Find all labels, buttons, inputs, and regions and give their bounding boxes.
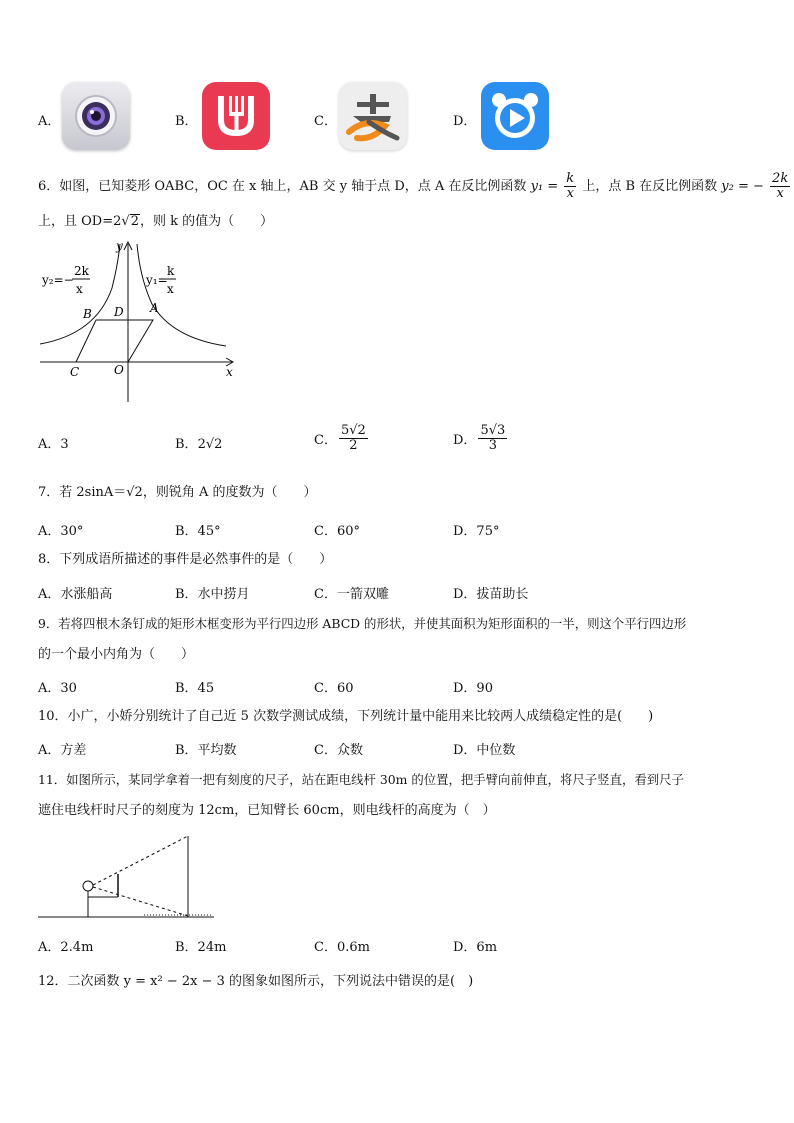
q6-point-b: B xyxy=(83,307,92,321)
q11-option-b: B．24m xyxy=(175,940,227,955)
q8-option-c: C．一箭双雕 xyxy=(314,587,389,602)
q6-point-d: D xyxy=(114,305,124,319)
q6-point-o: O xyxy=(114,363,124,377)
q5-option-c-label: C． xyxy=(314,114,337,129)
q6-y2-label-den: x xyxy=(76,282,83,296)
q5-option-a-label: A． xyxy=(38,114,61,129)
q11-option-c: C．0.6m xyxy=(314,940,370,955)
q6-y1-fraction xyxy=(564,172,576,201)
q6-axis-x-label: x xyxy=(226,365,233,379)
q11-stem-line1: 11．如图所示，某同学拿着一把有刻度的尺子，站在距电线杆 30m 的位置，把手臂向前伸直，将尺子竖直，看到尺子 xyxy=(38,772,684,787)
q6-y1-label: y₁= xyxy=(146,273,168,287)
q6-y2-label-num: 2k xyxy=(74,264,89,278)
q6-y1-label-num: k xyxy=(167,264,175,278)
camera-app-icon xyxy=(62,82,130,150)
q11-option-d: D．6m xyxy=(453,940,498,955)
q6-sqrt: √2 xyxy=(121,214,139,229)
q6-y2-numerator: 2k xyxy=(772,171,789,186)
q6-y2: y₂ = − xyxy=(721,179,764,194)
q6-stem-text2b: ，则 k 的值为（ ） xyxy=(139,214,274,229)
q6-rhombus xyxy=(76,320,153,362)
q6-stem-line1 xyxy=(38,172,792,201)
q10-option-c: C．众数 xyxy=(314,743,363,758)
q11-eye-icon xyxy=(83,881,93,891)
q6-y1-numerator: k xyxy=(566,171,575,186)
q7-option-a: A．30° xyxy=(38,524,84,539)
q6-stem-text1: 6．如图，已知菱形 OABC，OC 在 x 轴上，AB 交 y 轴于点 D，点 A 在反比例函数 xyxy=(38,179,527,194)
q9-stem-line1: 9．若将四根木条钉成的矩形木框变形为平行四边形 ABCD 的形状，并使其面积为矩形面积的一半，则这个平行四边形 xyxy=(38,616,687,631)
q6-y1-label-den: x xyxy=(167,282,174,296)
q6-y2-denominator: x xyxy=(776,186,784,201)
q6-point-c: C xyxy=(70,365,80,379)
q6-y2-label: y₂=− xyxy=(42,273,74,287)
q12-stem: 12．二次函数 y = x² − 2x − 3 的图象如图所示，下列说法中错误的是( ) xyxy=(38,974,474,989)
q8-option-b: B．水中捞月 xyxy=(175,587,250,602)
q11-figure xyxy=(36,830,220,922)
q6-stem-mid: 上，点 B 在反比例函数 xyxy=(582,179,718,194)
q9-option-a: A．30 xyxy=(38,681,77,696)
q7-option-d: D．75° xyxy=(453,524,500,539)
q6-y1-denominator: x xyxy=(566,186,574,201)
q6-y1: y₁ = xyxy=(530,179,559,194)
q10-option-b: B．平均数 xyxy=(175,743,237,758)
q9-option-b: B．45 xyxy=(175,681,215,696)
video-play-app-icon xyxy=(481,82,549,150)
q6-option-b: B．2√2 xyxy=(175,437,223,452)
q10-option-d: D．中位数 xyxy=(453,743,516,758)
q8-option-a: A．水涨船高 xyxy=(38,587,113,602)
q6-stem-text2a: 上，且 OD=2 xyxy=(38,214,122,229)
q11-sightline-top xyxy=(93,836,188,885)
q7-stem: 7．若 2sinA＝√2，则锐角 A 的度数为（ ） xyxy=(38,485,317,500)
q6-y2-fraction xyxy=(770,172,790,201)
q6-figure xyxy=(36,238,236,408)
q6-axis-y-label: y xyxy=(116,239,123,253)
fork-app-icon xyxy=(202,82,270,150)
q7-option-b: B．45° xyxy=(175,524,221,539)
q6-option-a: A．3 xyxy=(38,437,69,452)
q8-option-d: D．拔苗助长 xyxy=(453,587,529,602)
q11-sightline-bottom xyxy=(93,887,188,916)
q6-point-a: A xyxy=(150,301,159,315)
q6-option-d: D． $\frac{5√3}{3}$ xyxy=(453,423,506,453)
q5-option-b-label: B． xyxy=(175,114,198,129)
q9-option-c: C．60 xyxy=(314,681,354,696)
q10-stem: 10．小广，小娇分别统计了自己近 5 次数学测试成绩，下列统计量中能用来比较两人成绩稳定性的是( ) xyxy=(38,709,654,724)
q6-option-c: C． $\frac{5√2}{2}$ xyxy=(314,423,366,453)
q6-curve-y1 xyxy=(137,244,226,346)
q9-stem-line2: 的一个最小内角为（ ） xyxy=(38,647,195,662)
q7-option-c: C．60° xyxy=(314,524,360,539)
q8-stem: 8．下列成语所描述的事件是必然事件的是（ ） xyxy=(38,552,333,567)
q5-option-d-label: D． xyxy=(453,114,477,129)
q11-stem-line2: 遮住电线杆时尺子的刻度为 12cm，已知臂长 60cm，则电线杆的高度为（ ） xyxy=(38,803,496,818)
q6-stem-line2 xyxy=(38,212,273,232)
q10-option-a: A．方差 xyxy=(38,743,87,758)
q9-option-d: D．90 xyxy=(453,681,493,696)
alipay-app-icon xyxy=(339,82,407,150)
q11-option-a: A．2.4m xyxy=(38,940,94,955)
